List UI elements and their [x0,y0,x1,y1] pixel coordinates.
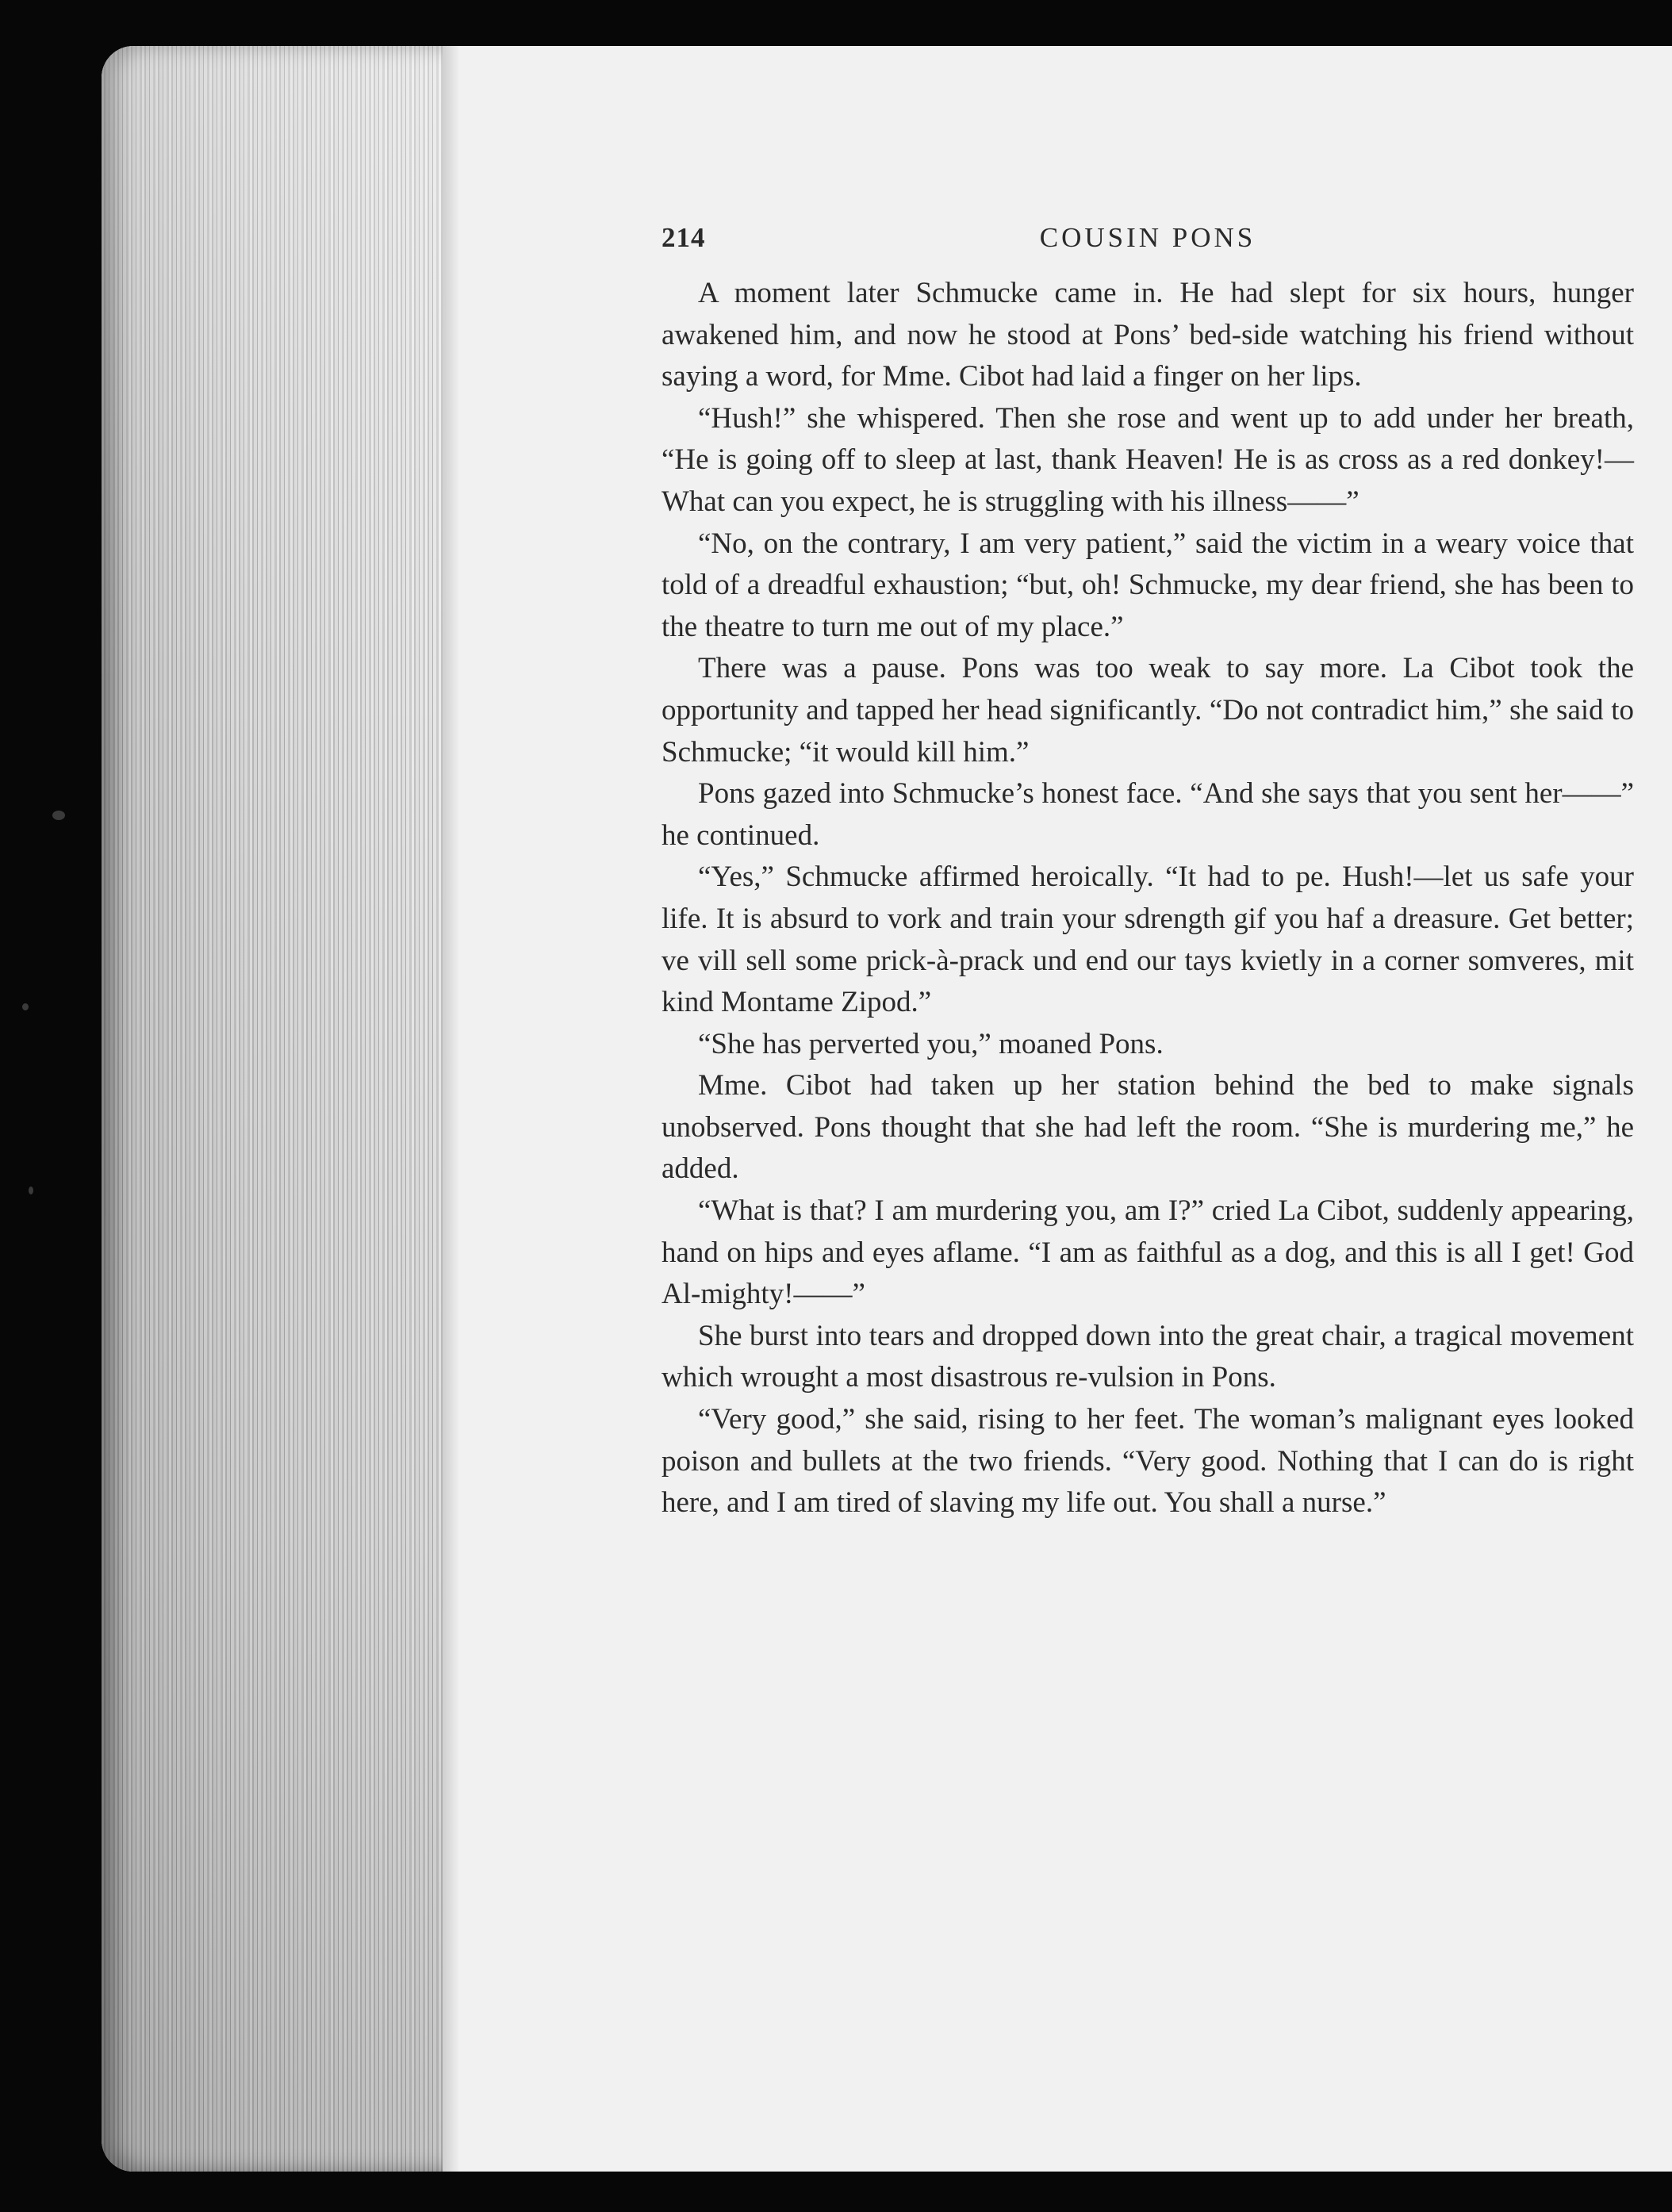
paragraph: “She has perverted you,” moaned Pons. [698,1027,1164,1060]
paragraph: “No, on the contrary, I am very patient,” said the victim in a weary voice that told of a dreadful exhaustion; “but, oh! Schmucke, my dear friend, she has been to the theatre to turn me out of my place.” [662,527,1634,643]
page-text [662,222,1634,1524]
running-title: COUSIN PONS [1039,222,1256,253]
paragraph: A moment later Schmucke came in. He had slept for six hours, hunger awakened him, and now he stood at Pons’ bed-side watching his friend without saying a word, for Mme. Cibot had laid a finger on her lips. [662,277,1634,393]
paragraph: She burst into tears and dropped down into the great chair, a tragical movement which wrought a most disastrous re-vulsion in Pons. [662,1319,1634,1394]
paragraph: There was a pause. Pons was too weak to say more. La Cibot took the opportunity and tapped her head significantly. “Do not contradict him,” she said to Schmucke; “it would kill him.” [662,652,1634,769]
page-number: 214 [662,222,706,253]
paragraph: Pons gazed into Schmucke’s honest face. “And she says that you sent her——” he continued. [662,777,1634,852]
dust-speck [52,811,65,820]
running-head [662,222,1634,262]
paragraph: “Very good,” she said, rising to her feet. The woman’s malignant eyes looked poison and bullets at the two friends. “Very good. Nothing that I can do is right here, and I am tired of slaving my life out. You shall a nurse.” [662,1403,1634,1520]
dust-speck [22,1003,29,1010]
page-edges-shading [102,46,451,2172]
page-gutter [443,46,460,2172]
paragraph: Mme. Cibot had taken up her station behind the bed to make signals unobserved. Pons thought that she had left the room. “She is murdering me,” he added. [662,1069,1634,1186]
dust-speck [29,1187,33,1194]
paragraph: “Yes,” Schmucke affirmed heroically. “It had to pe. Hush!—let us safe your life. It is absurd to vork and train your sdrength gif you haf a dreasure. Get better; ve vill sell some prick-à-prack und end our tays kvietly in a corner somveres, mit kind Montame Zipod.” [662,861,1634,1019]
paragraph: “What is that? I am murdering you, am I?” cried La Cibot, suddenly appearing, hand on hips and eyes aflame. “I am as faithful as a dog, and this is all I get! God Al-mighty!——” [662,1194,1634,1311]
paragraph: “Hush!” she whispered. Then she rose and went up to add under her breath, “He is going off to sleep at last, thank Heaven! He is as cross as a red donkey!—What can you expect, he is struggling with his illness——” [662,401,1634,518]
